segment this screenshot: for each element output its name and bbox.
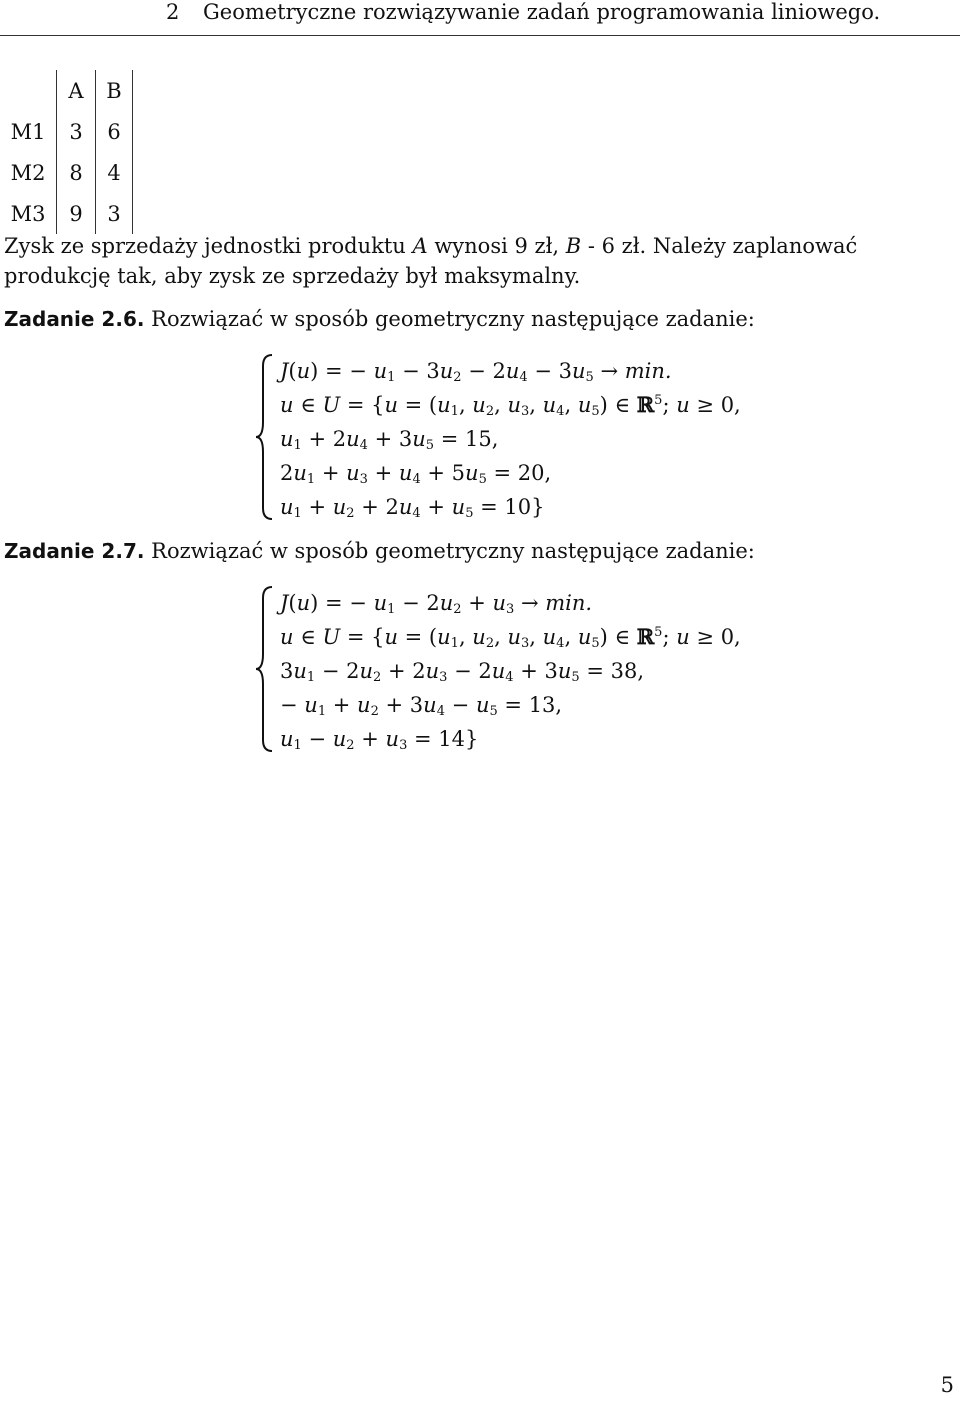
feasible-set: u ∈ $U = \{u = (u_1$, $u_2$, $u_3$, $u_4$, $u_5$) ∈ ℝ$^5$; u ≥ 0,: [280, 624, 741, 651]
table-cell: 4: [96, 152, 133, 193]
task-text: Rozwiązać w sposób geometryczny następujące zadanie:: [151, 307, 755, 331]
product-b-var: B: [565, 234, 582, 258]
table-header-cell: B: [96, 70, 133, 111]
table-cell: 3: [57, 111, 96, 152]
constraint-2: − $u_1 + u_2 + 3u_4 - u_5 = 13$,: [280, 693, 563, 719]
chapter-title: Geometryczne rozwiązywanie zadań programowania liniowego.: [203, 0, 881, 24]
table-row: [0, 152, 133, 193]
task-2-6-heading: [4, 304, 958, 334]
product-a-var: A: [412, 234, 428, 258]
intro-paragraph: [4, 231, 958, 291]
page-number: 5: [940, 1373, 954, 1397]
table-row: [0, 111, 133, 152]
intro-text-part: wynosi 9 zł,: [427, 234, 566, 258]
table-header-row: [0, 70, 133, 111]
task-label: Zadanie 2.6.: [4, 307, 145, 331]
running-header: [0, 0, 960, 36]
production-table: [0, 70, 133, 234]
table-cell: M3: [10, 201, 46, 226]
table-header-cell: A: [57, 70, 96, 111]
left-brace-icon: [254, 584, 276, 754]
constraint-1: $3u_1 - 2u_2 + 2u_3 - 2u_4 + 3u_5 = 38$,: [280, 659, 645, 685]
task-2-7-heading: [4, 536, 958, 566]
task-text: Rozwiązać w sposób geometryczny następujące zadanie:: [151, 539, 755, 563]
constraint-2: $2u_1 + u_3 + u_4 + 5u_5 = 20$,: [280, 461, 552, 487]
constraint-3: $u_1 + u_2 + 2u_4 + u_5 = 10$}: [280, 495, 545, 521]
left-brace-icon: [254, 352, 276, 522]
task-label: Zadanie 2.7.: [4, 539, 145, 563]
table-cell: 9: [57, 193, 96, 234]
table-cell: M2: [10, 160, 46, 185]
table-cell: M1: [10, 119, 46, 144]
chapter-number: 2: [166, 0, 180, 24]
constraint-1: $u_1 + 2u_4 + 3u_5 = 15$,: [280, 427, 499, 453]
objective-function: J(u) = − $u_1 - 3u_2 - 2u_4 - 3u_5 \to \min$.: [280, 359, 672, 385]
table-row: [0, 193, 133, 234]
intro-text-part: Zysk ze sprzedaży jednostki produktu: [4, 234, 413, 258]
table-cell: 3: [96, 193, 133, 234]
equation-system-2-7: [254, 584, 741, 754]
intro-text-part: - 6 zł. Należy zaplanować produkcję tak, aby zysk ze sprzedaży był maksymalny.: [4, 234, 858, 288]
table-cell: 6: [96, 111, 133, 152]
constraint-3: $u_1 - u_2 + u_3 = 14$}: [280, 727, 479, 753]
objective-function: J(u) = − $u_1 - 2u_2 + u_3 \to \min$.: [280, 591, 593, 617]
table-header-cell: [0, 70, 57, 111]
table-cell: 8: [57, 152, 96, 193]
feasible-set: u ∈ $U = \{u = (u_1$, $u_2$, $u_3$, $u_4$, $u_5$) ∈ ℝ$^5$; u ≥ 0,: [280, 392, 741, 419]
equation-system-2-6: [254, 352, 741, 522]
